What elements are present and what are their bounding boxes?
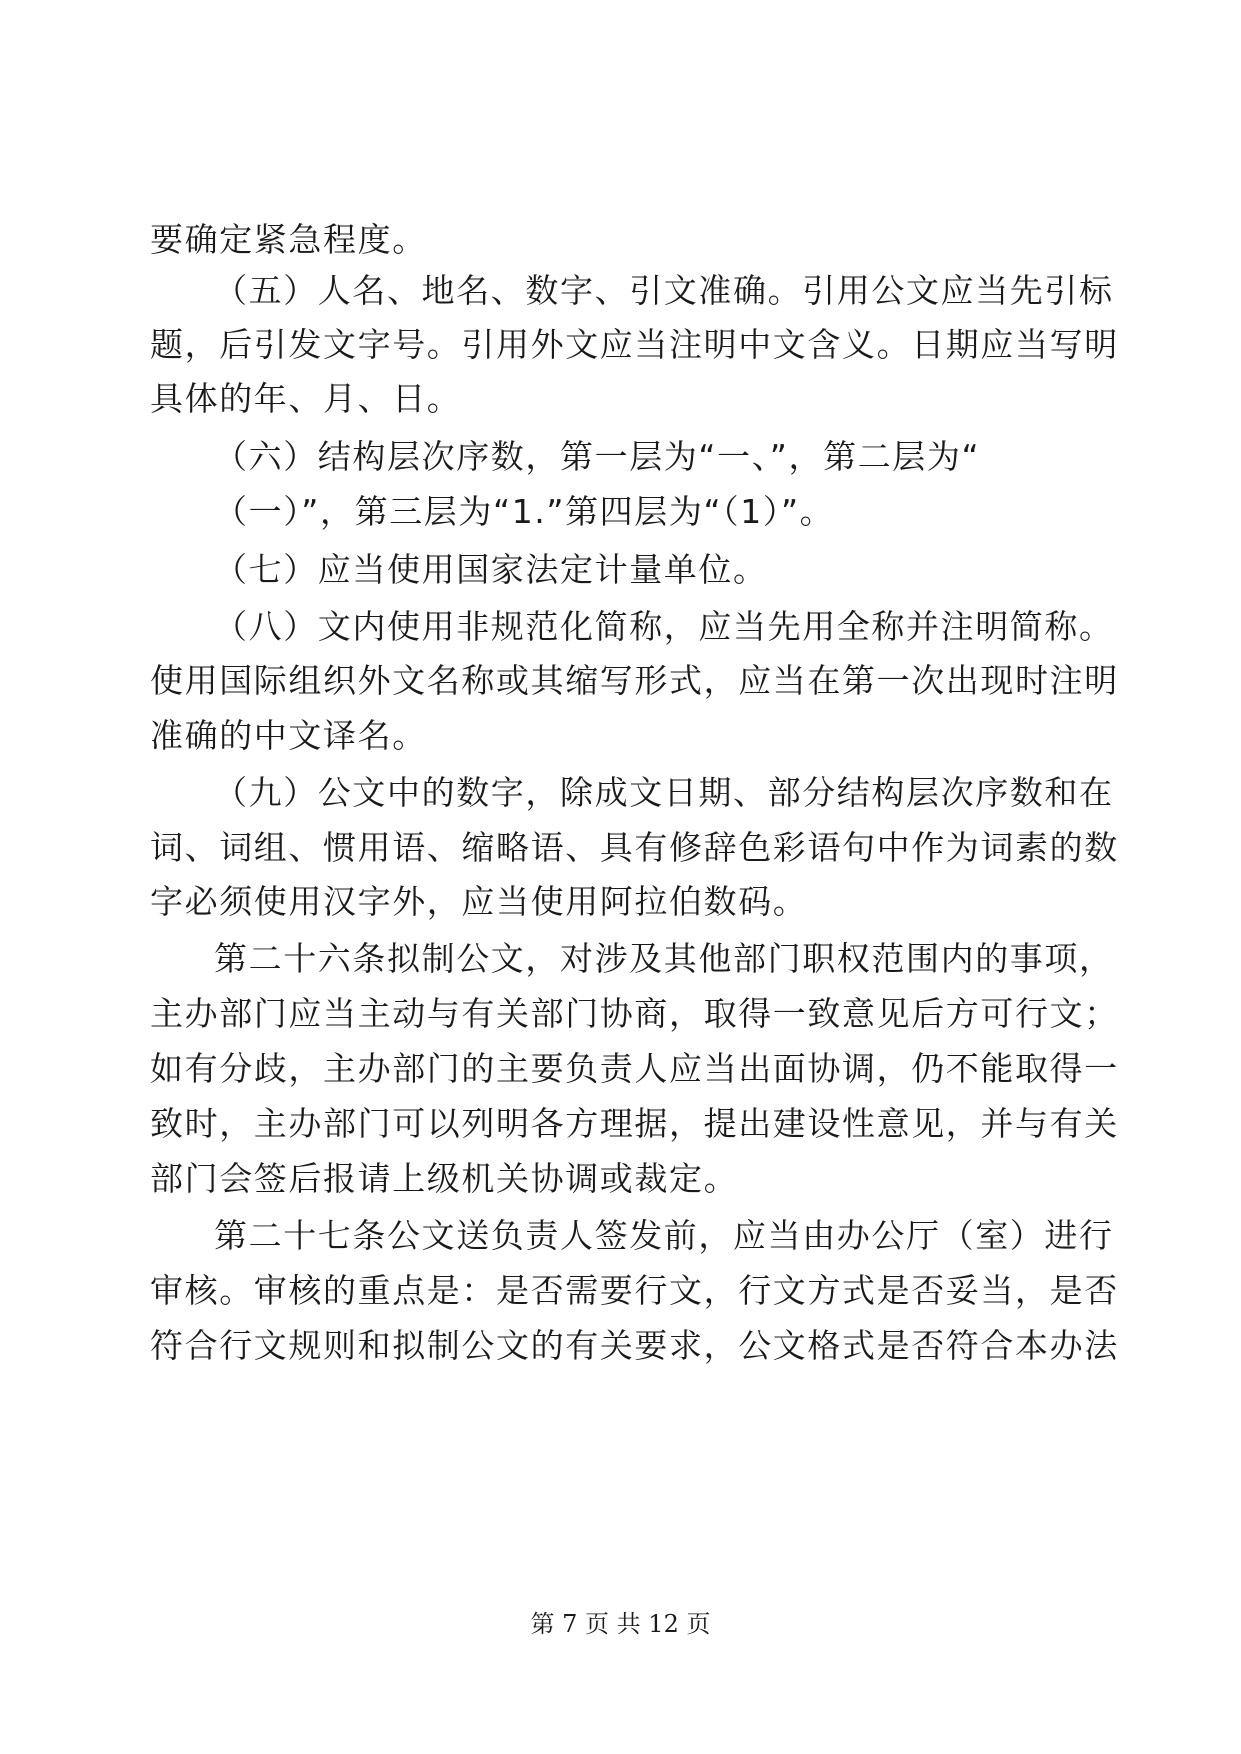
- text-line: 要确定紧急程度。: [150, 220, 427, 259]
- text-line: 部门会签后报请上级机关协调或裁定。: [150, 1159, 739, 1198]
- text-line: 准确的中文译名。: [150, 716, 427, 755]
- text-line: 第二十七条公文送负责人签发前，应当由办公厅（室）进行: [214, 1216, 1114, 1255]
- text-line: 第二十六条拟制公文，对涉及其他部门职权范围内的事项，: [214, 939, 1114, 978]
- page-number-footer: 第 7 页 共 12 页: [530, 1610, 711, 1638]
- text-line: 具体的年、月、日。: [150, 379, 462, 418]
- text-line: （一）”，第三层为“1.”第四层为“（1）”。: [214, 492, 835, 531]
- text-line: 词、词组、惯用语、缩略语、具有修辞色彩语句中作为词素的数: [150, 828, 1119, 867]
- text-line: （五）人名、地名、数字、引文准确。引用公文应当先引标: [214, 271, 1114, 310]
- text-line: （七）应当使用国家法定计量单位。: [214, 550, 768, 589]
- text-line: 审核。审核的重点是：是否需要行文，行文方式是否妥当，是否: [150, 1271, 1119, 1310]
- text-line: 字必须使用汉字外，应当使用阿拉伯数码。: [150, 882, 808, 921]
- text-line: 使用国际组织外文名称或其缩写形式，应当在第一次出现时注明: [150, 661, 1119, 700]
- text-line: 符合行文规则和拟制公文的有关要求，公文格式是否符合本办法: [150, 1326, 1119, 1365]
- text-line: 致时，主办部门可以列明各方理据，提出建设性意见，并与有关: [150, 1104, 1119, 1143]
- text-line: 题，后引发文字号。引用外文应当注明中文含义。日期应当写明: [150, 325, 1119, 364]
- text-line: （九）公文中的数字，除成文日期、部分结构层次序数和在: [214, 773, 1114, 812]
- text-line: 如有分歧，主办部门的主要负责人应当出面协调，仍不能取得一: [150, 1049, 1119, 1088]
- text-line: （八）文内使用非规范化简称，应当先用全称并注明简称。: [214, 607, 1114, 646]
- text-line: （六）结构层次序数，第一层为“一、”，第二层为“: [214, 437, 981, 476]
- text-line: 主办部门应当主动与有关部门协商，取得一致意见后方可行文；: [150, 994, 1119, 1033]
